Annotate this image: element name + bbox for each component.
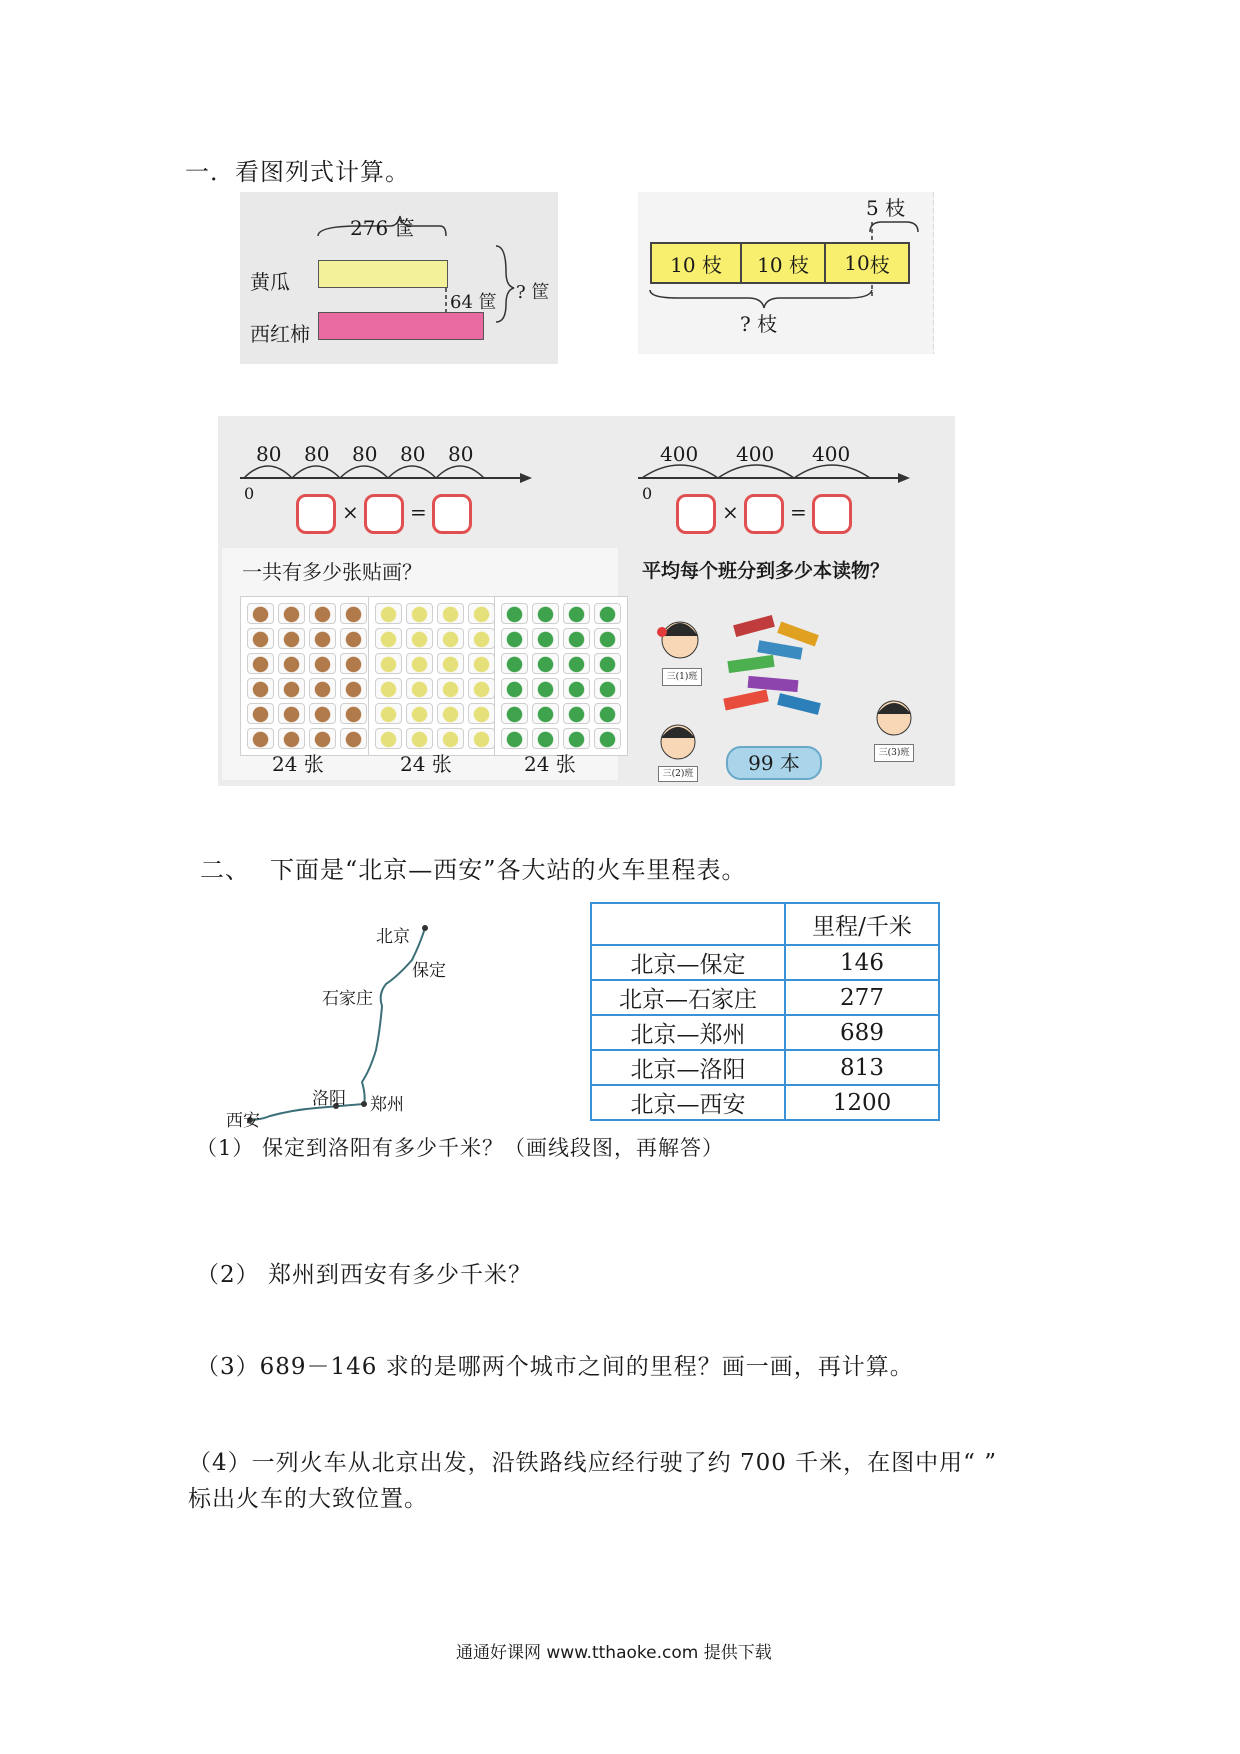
sticker-icon xyxy=(340,703,367,724)
question-4-continued: 标出火车的大致位置。 xyxy=(188,1486,428,1512)
jump-label: 80 xyxy=(400,442,426,466)
jump-label: 80 xyxy=(352,442,378,466)
books-question: 平均每个班分到多少本读物？ xyxy=(642,560,890,582)
jump-label: 80 xyxy=(256,442,282,466)
sticker-icon xyxy=(594,628,621,649)
sticker-icon xyxy=(247,653,274,674)
question-4: （4）一列火车从北京出发，沿铁路线应经行驶了约 700 千米，在图中用“ ” xyxy=(188,1450,997,1476)
sticker-icon xyxy=(532,678,559,699)
sticker-icon xyxy=(437,678,464,699)
question-label: ? 筐 xyxy=(516,282,550,303)
sticker-sheet-3 xyxy=(494,596,628,756)
sticker-icon xyxy=(309,728,336,749)
distance-cell: 813 xyxy=(785,1050,939,1085)
class-tag: 三(1)班 xyxy=(662,668,702,686)
sticker-count: 24 张 xyxy=(524,752,576,776)
sticker-icon xyxy=(278,603,305,624)
jump-label: 400 xyxy=(812,442,851,466)
sticker-icon xyxy=(532,653,559,674)
class-tag: 三(3)班 xyxy=(874,744,914,762)
question-3: （3）689－146 求的是哪两个城市之间的里程？画一画，再计算。 xyxy=(196,1354,914,1380)
sticker-icon xyxy=(468,628,495,649)
stems-question: ? 枝 xyxy=(740,312,778,336)
sticker-icon xyxy=(437,603,464,624)
sticker-icon xyxy=(437,728,464,749)
sticker-icon xyxy=(594,703,621,724)
books-count-badge: 99 本 xyxy=(726,746,822,780)
zero-label: 0 xyxy=(244,484,255,503)
sticker-icon xyxy=(247,628,274,649)
sticker-icon xyxy=(340,678,367,699)
times-sign: × xyxy=(342,500,359,524)
section2-number: 二、 xyxy=(200,856,250,884)
railway-line xyxy=(220,910,480,1130)
sticker-icon xyxy=(594,653,621,674)
sticker-icon xyxy=(594,728,621,749)
sticker-icon xyxy=(375,728,402,749)
sticker-icon xyxy=(563,703,590,724)
answer-box-4[interactable] xyxy=(676,494,716,534)
sticker-icon xyxy=(406,703,433,724)
sticker-icon xyxy=(501,653,528,674)
sticker-icon xyxy=(532,628,559,649)
sticker-icon xyxy=(563,653,590,674)
sticker-icon xyxy=(406,603,433,624)
question-2: （2） 郑州到西安有多少千米？ xyxy=(196,1262,532,1288)
station-label: 北京 xyxy=(376,927,410,947)
five-stems-label: 5 枝 xyxy=(866,196,906,220)
route-cell: 北京—石家庄 xyxy=(591,980,785,1015)
sticker-icon xyxy=(468,728,495,749)
sticker-icon xyxy=(375,653,402,674)
answer-box-1[interactable] xyxy=(296,494,336,534)
sticker-panel xyxy=(222,548,618,780)
number-lines xyxy=(218,416,955,566)
tomato-label: 西红柿 xyxy=(250,322,310,346)
stem-seg-1: 10 枝 xyxy=(652,244,742,282)
sticker-icon xyxy=(406,678,433,699)
stem-bar xyxy=(650,242,910,284)
sticker-icon xyxy=(532,728,559,749)
table-row xyxy=(591,945,939,980)
sticker-icon xyxy=(375,603,402,624)
answer-box-3[interactable] xyxy=(432,494,472,534)
figure-cucumber-tomato xyxy=(240,192,558,364)
sticker-icon xyxy=(309,703,336,724)
cucumber-label: 黄瓜 xyxy=(250,270,290,294)
sticker-icon xyxy=(278,728,305,749)
sticker-icon xyxy=(532,603,559,624)
sticker-icon xyxy=(309,603,336,624)
section2-heading: 下面是“北京—西安”各大站的火车里程表。 xyxy=(270,856,747,884)
sticker-count: 24 张 xyxy=(272,752,324,776)
sticker-icon xyxy=(278,678,305,699)
sticker-icon xyxy=(594,678,621,699)
route-cell: 北京—洛阳 xyxy=(591,1050,785,1085)
footer-credit: 通通好课网 www.tthaoke.com 提供下载 xyxy=(456,1643,772,1663)
section1-heading: 一．看图列式计算。 xyxy=(185,158,410,186)
times-sign: × xyxy=(722,500,739,524)
sticker-icon xyxy=(563,728,590,749)
sticker-icon xyxy=(340,628,367,649)
sticker-icon xyxy=(247,678,274,699)
sticker-icon xyxy=(437,628,464,649)
route-cell: 北京—西安 xyxy=(591,1085,785,1120)
table-row xyxy=(591,980,939,1015)
sticker-icon xyxy=(406,653,433,674)
answer-box-5[interactable] xyxy=(744,494,784,534)
station-label: 郑州 xyxy=(370,1095,404,1115)
sticker-icon xyxy=(278,703,305,724)
jump-label: 80 xyxy=(448,442,474,466)
sticker-icon xyxy=(501,703,528,724)
sticker-icon xyxy=(375,628,402,649)
sticker-icon xyxy=(468,653,495,674)
station-label: 西安 xyxy=(226,1111,260,1131)
sticker-sheet-2 xyxy=(368,596,502,756)
class-tag: 三(2)班 xyxy=(658,766,698,782)
station-label: 石家庄 xyxy=(322,989,373,1009)
answer-box-2[interactable] xyxy=(364,494,404,534)
difference-label: 64 筐 xyxy=(450,292,497,313)
equals-sign: = xyxy=(790,500,807,524)
books-panel xyxy=(628,548,950,780)
table-header-cell xyxy=(591,903,785,945)
sticker-icon xyxy=(468,703,495,724)
sticker-icon xyxy=(532,703,559,724)
sticker-icon xyxy=(437,653,464,674)
stem-seg-3b: 枝 xyxy=(869,252,890,277)
equals-sign: = xyxy=(410,500,427,524)
sticker-icon xyxy=(501,603,528,624)
sticker-icon xyxy=(309,653,336,674)
sticker-icon xyxy=(563,678,590,699)
station-label: 保定 xyxy=(412,961,446,981)
cucumber-bar xyxy=(318,260,448,288)
zero-label: 0 xyxy=(642,484,653,503)
figure-stems xyxy=(638,192,934,354)
total-label: 276 筐 xyxy=(350,216,415,240)
distance-cell: 277 xyxy=(785,980,939,1015)
sticker-icon xyxy=(501,728,528,749)
distance-cell: 689 xyxy=(785,1015,939,1050)
sticker-icon xyxy=(375,678,402,699)
tomato-bar xyxy=(318,312,484,340)
sticker-icon xyxy=(406,628,433,649)
railway-map xyxy=(220,910,480,1130)
sticker-icon xyxy=(278,628,305,649)
table-row xyxy=(591,1085,939,1120)
sticker-icon xyxy=(247,703,274,724)
route-cell: 北京—郑州 xyxy=(591,1015,785,1050)
sticker-count: 24 张 xyxy=(400,752,452,776)
question-1: （1） 保定到洛阳有多少千米？（画线段图，再解答） xyxy=(196,1136,725,1160)
jump-label: 80 xyxy=(304,442,330,466)
sticker-icon xyxy=(501,678,528,699)
jump-label: 400 xyxy=(736,442,775,466)
sticker-icon xyxy=(563,628,590,649)
sticker-icon xyxy=(563,603,590,624)
table-row xyxy=(591,1015,939,1050)
sticker-icon xyxy=(468,603,495,624)
answer-box-6[interactable] xyxy=(812,494,852,534)
sticker-icon xyxy=(468,678,495,699)
mileage-table xyxy=(590,902,940,1121)
sticker-icon xyxy=(309,678,336,699)
sticker-icon xyxy=(406,728,433,749)
sticker-icon xyxy=(340,603,367,624)
table-header-cell: 里程/千米 xyxy=(785,903,939,945)
distance-cell: 1200 xyxy=(785,1085,939,1120)
sticker-icon xyxy=(340,728,367,749)
station-label: 洛阳 xyxy=(312,1089,346,1109)
sticker-icon xyxy=(247,728,274,749)
sticker-icon xyxy=(594,603,621,624)
stem-seg-2: 10 枝 xyxy=(742,244,826,282)
sticker-icon xyxy=(278,653,305,674)
jump-label: 400 xyxy=(660,442,699,466)
figure-panel-large xyxy=(218,416,955,786)
sticker-icon xyxy=(309,628,336,649)
sticker-question: 一共有多少张贴画？ xyxy=(242,560,422,584)
sticker-icon xyxy=(501,628,528,649)
sticker-icon xyxy=(340,653,367,674)
sticker-icon xyxy=(247,603,274,624)
sticker-icon xyxy=(375,703,402,724)
sticker-icon xyxy=(437,703,464,724)
sticker-sheet-1 xyxy=(240,596,374,756)
distance-cell: 146 xyxy=(785,945,939,980)
stem-seg-3: 10 xyxy=(844,251,870,275)
table-header-row xyxy=(591,903,939,945)
route-cell: 北京—保定 xyxy=(591,945,785,980)
table-row xyxy=(591,1050,939,1085)
